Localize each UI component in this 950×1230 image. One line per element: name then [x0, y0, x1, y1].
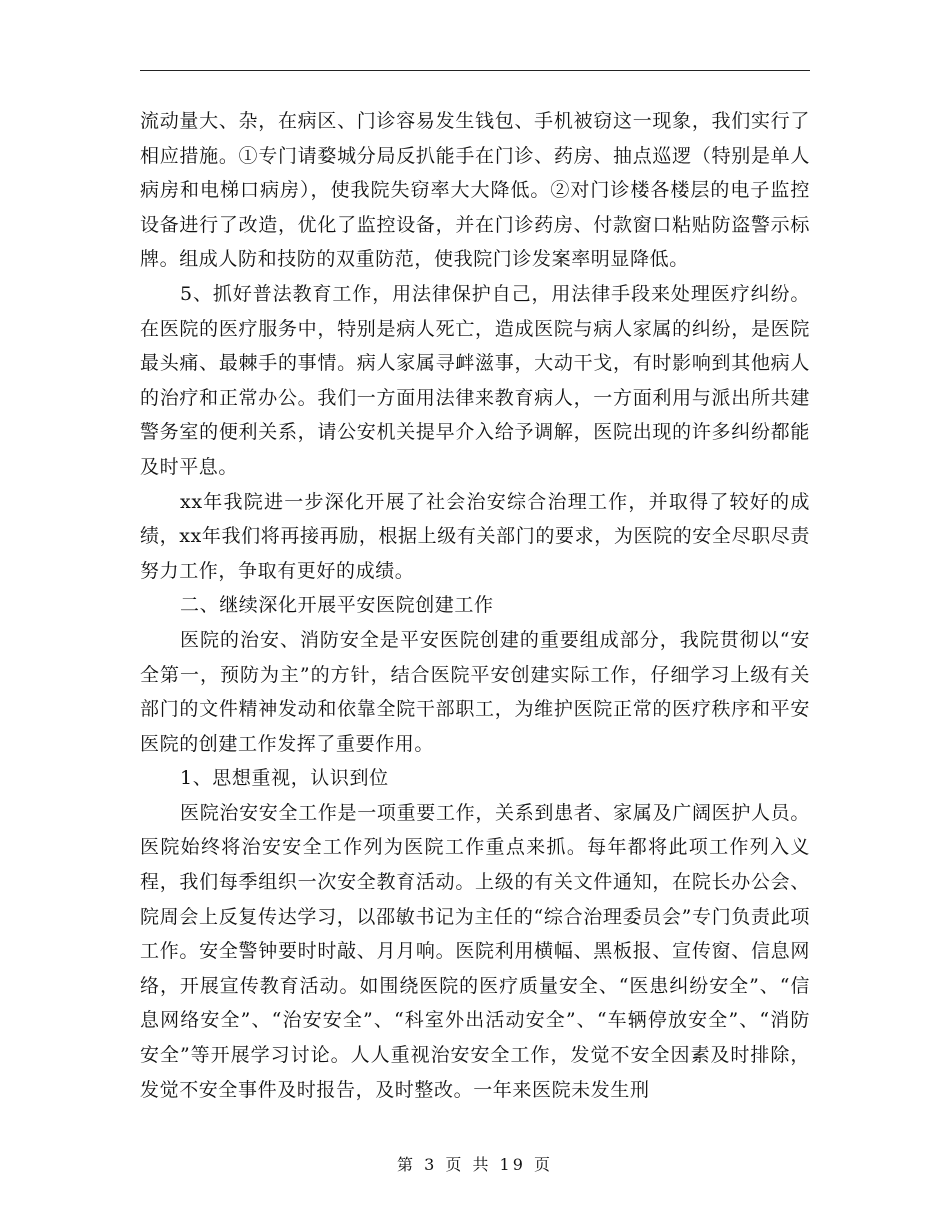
document-body [140, 104, 810, 1107]
subheading-ideological-emphasis: 1、思想重视，认识到位 [180, 767, 389, 790]
paragraph-annual-summary: xx年我院进一步深化开展了社会治安综合治理工作，并取得了较好的成绩，xx年我们将再接再励，根据上级有关部门的要求，为医院的安全尽职尽责努力工作，争取有更好的成绩。 [140, 490, 810, 582]
header-rule [140, 70, 810, 71]
paragraph-safe-hospital-intro: 医院的治安、消防安全是平安医院创建的重要组成部分，我院贯彻以“安全第一，预防为主”的方针，结合医院平安创建实际工作，仔细学习上级有关部门的文件精神发动和依靠全院干部职工，为维护医院正常的医疗秩序和平安医院的创建工作发挥了重要作用。 [140, 628, 810, 755]
paragraph-legal-education: 5、抓好普法教育工作，用法律保护自己，用法律手段来处理医疗纠纷。在医院的医疗服务中，特别是病人死亡，造成医院与病人家属的纠纷，是医院最头痛、最棘手的事情。病人家属寻衅滋事，大动干戈，有时影响到其他病人的治疗和正常办公。我们一方面用法律来教育病人，一方面利用与派出所共建警务室的便利关系，请公安机关提早介入给予调解，医院出现的许多纠纷都能及时平息。 [140, 282, 810, 478]
page-footer: 第 3 页 共 19 页 [397, 1155, 553, 1174]
paragraph-theft-prevention: 流动量大、杂，在病区、门诊容易发生钱包、手机被窃这一现象，我们实行了相应措施。①专门请婺城分局反扒能手在门诊、药房、抽点巡逻（特别是单人病房和电梯口病房），使我院失窃率大大降低。②对门诊楼各楼层的电子监控设备进行了改造，优化了监控设备，并在门诊药房、付款窗口粘贴防盗警示标牌。组成人防和技防的双重防范，使我院门诊发案率明显降低。 [140, 110, 810, 271]
section-heading-safe-hospital: 二、继续深化开展平安医院创建工作 [180, 594, 494, 617]
paragraph-safety-work: 医院治安安全工作是一项重要工作，关系到患者、家属及广阔医护人员。医院始终将治安安全工作列为医院工作重点来抓。每年都将此项工作列入义程，我们每季组织一次安全教育活动。上级的有关文件通知，在院长办公会、院周会上反复传达学习，以邵敏书记为主任的“综合治理委员会”专门负责此项工作。安全警钟要时时敲、月月响。医院利用横幅、黑板报、宣传窗、信息网络，开展宣传教育活动。如围绕医院的医疗质量安全、“医患纠纷安全”、“信息网络安全”、“治安安全”、“科室外出活动安全”、“车辆停放安全”、“消防安全”等开展学习讨论。人人重视治安安全工作，发觉不安全因素及时排除，发觉不安全事件及时报告，及时整改。一年来医院未发生刑 [140, 801, 810, 1101]
